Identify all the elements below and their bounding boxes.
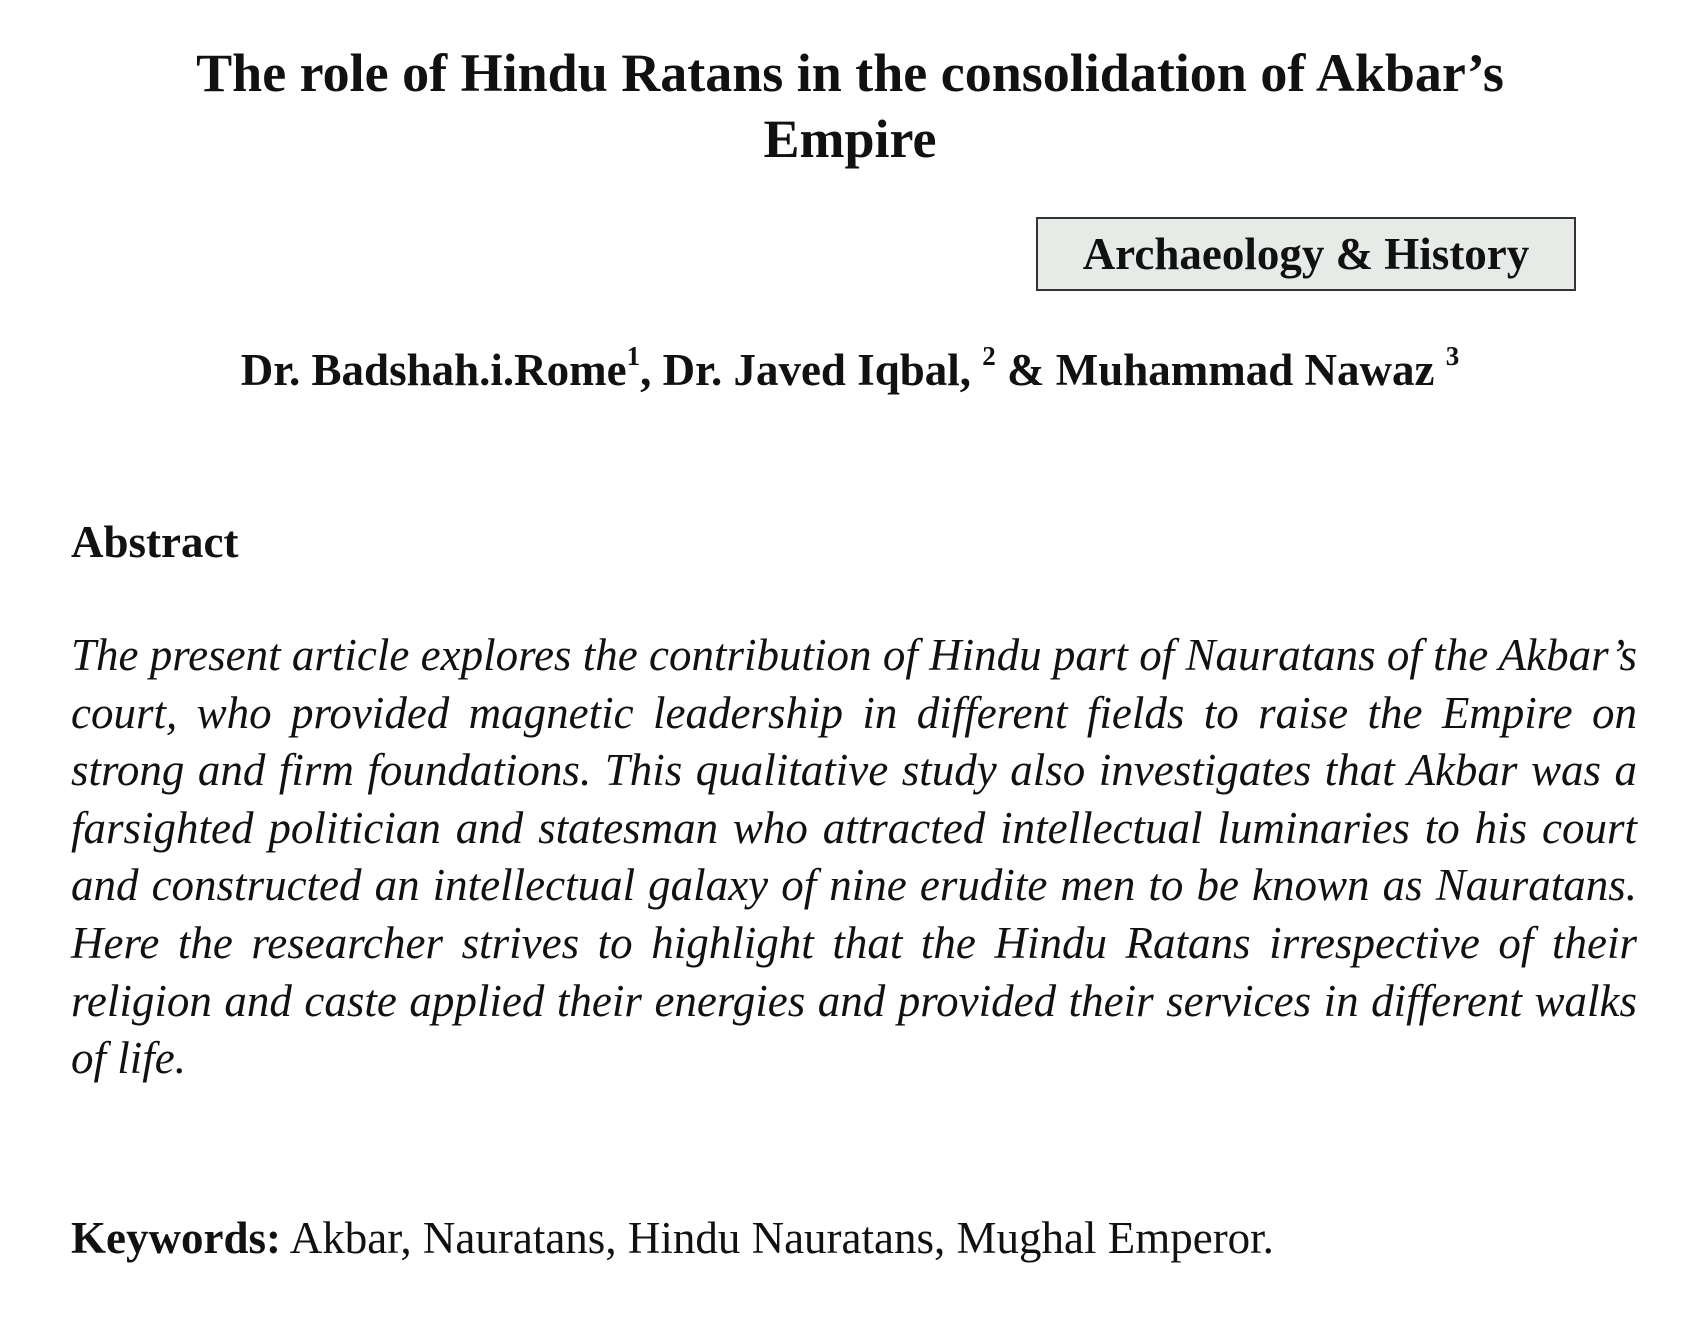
author-separator: & [995, 345, 1056, 395]
keywords-line [71, 1208, 1637, 1268]
author-name: Dr. Javed Iqbal, [662, 345, 983, 395]
author-affiliation-mark: 2 [982, 341, 996, 371]
author-affiliation-mark: 3 [1445, 341, 1460, 371]
author-name: Dr. Badshah.i.Rome [240, 345, 627, 395]
author-affiliation-mark: 1 [626, 341, 641, 371]
abstract-heading: Abstract [71, 517, 239, 567]
author-name: Muhammad Nawaz [1055, 345, 1446, 395]
subject-badge: Archaeology & History [1036, 217, 1576, 291]
author-list [100, 340, 1600, 400]
keywords-text: Akbar, Nauratans, Hindu Nauratans, Mughal Emperor. [280, 1213, 1274, 1263]
paper-title-line-2: Empire [763, 109, 937, 169]
paper-title [100, 40, 1600, 172]
paper-title-line-1: The role of Hindu Ratans in the consolidation of Akbar’s [196, 43, 1504, 103]
keywords-label: Keywords: [71, 1213, 281, 1263]
abstract-text: The present article explores the contribution of Hindu part of Nauratans of the Akbar’s court, who provided magnetic leadership in different fields to raise the Empire on strong and firm foundations. This qualitative study also investigates that Akbar was a farsighted politician and statesman who attracted intellectual luminaries to his court and constructed an intellectual galaxy of nine erudite men to be known as Nauratans. Here the researcher strives to highlight that the Hindu Ratans irrespective of their religion and caste applied their energies and provided their services in different walks of life. [71, 630, 1637, 1084]
author-separator: , [640, 345, 663, 395]
